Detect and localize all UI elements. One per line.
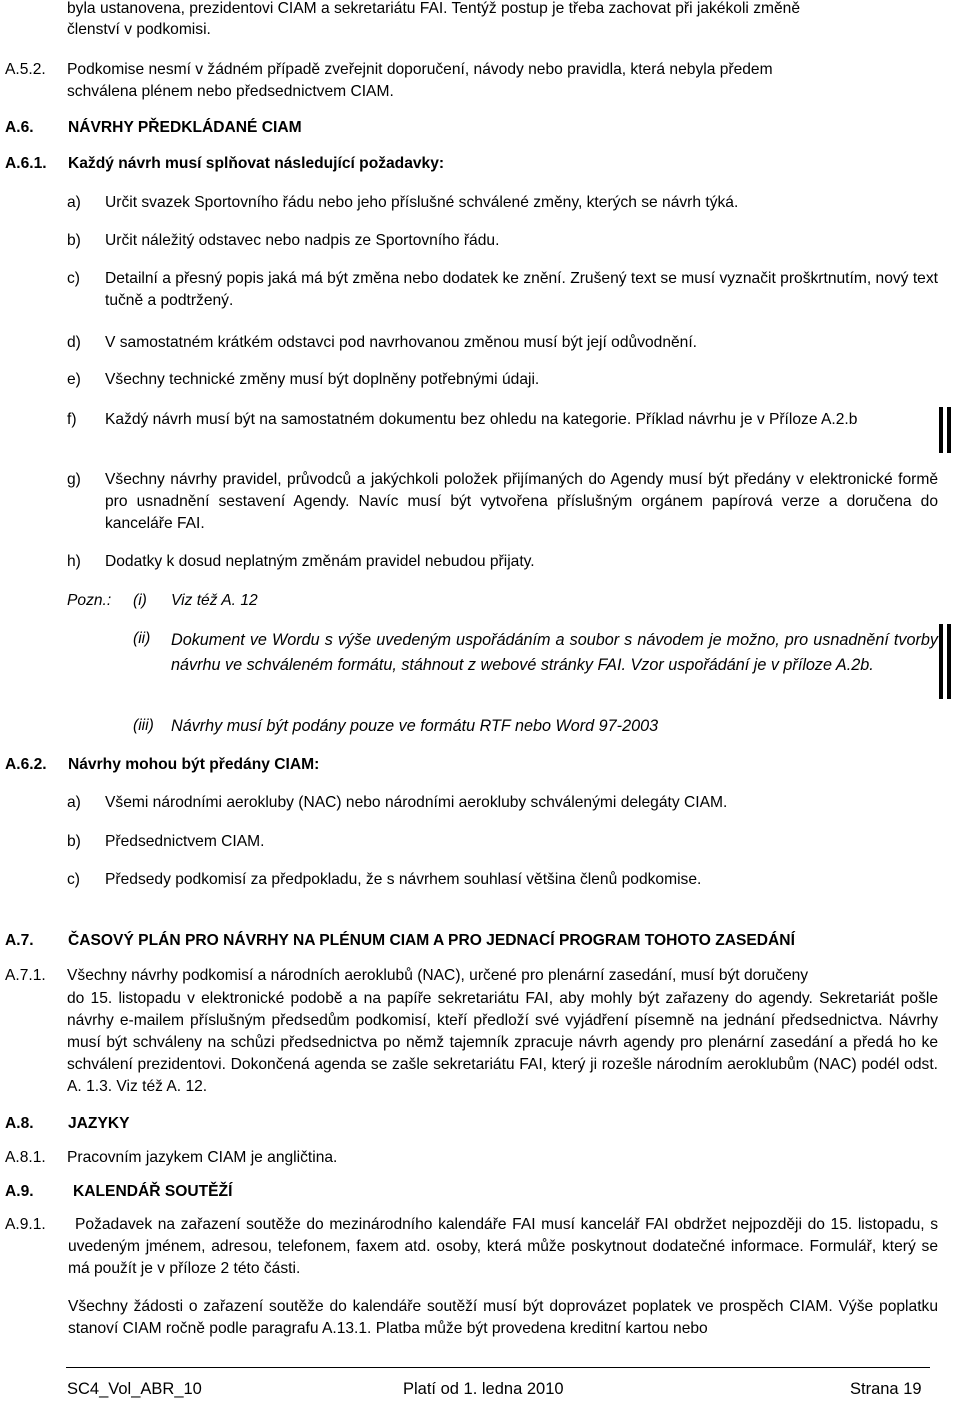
- change-bar: [947, 407, 951, 453]
- list-letter: a): [67, 794, 81, 811]
- list-item-text: Dodatky k dosud neplatným změnám pravidel nebudou přijaty.: [105, 553, 535, 570]
- list-item-text: Všechny technické změny musí být doplněny potřebnými údaji.: [105, 371, 540, 388]
- a91-paragraph: Požadavek na zařazení soutěže do mezinárodního kalendáře FAI musí kancelář FAI obdržet nejpozději do 15. listopadu, s uvedeným jménem, adresou, telefonem, faxem atd. osoby, která může poskytnout dodatečné informace. Formulář, který se má použít je v příloze 2 této části.: [68, 1216, 938, 1277]
- change-bar: [939, 624, 943, 699]
- list-item-text: Detailní a přesný popis jaká má být změna nebo dodatek ke znění. Zrušený text se musí vyznačit proškrtnutím, nový text tučně a podtržený.: [105, 270, 938, 309]
- note-number: (iii): [133, 717, 154, 734]
- note-text: Návrhy musí být podány pouze ve formátu RTF nebo Word 97-2003: [171, 717, 659, 735]
- section-number: A.6.: [5, 119, 34, 136]
- list-item-text: Předsedy podkomisí za předpokladu, že s návrhem souhlasí většina členů podkomise.: [105, 871, 702, 888]
- list-item-text: Určit náležitý odstavec nebo nadpis ze Sportovního řádu.: [105, 232, 500, 249]
- list-letter: d): [67, 334, 81, 351]
- section-heading: NÁVRHY PŘEDKLÁDANÉ CIAM: [68, 119, 302, 136]
- list-item-text: Všechny návrhy pravidel, průvodců a jakýchkoli položek přijímaných do Agendy musí být předány v elektronické formě pro usnadnění sestavení Agendy. Navíc musí být vytvořena příslušným orgánem papírová verze a doručena do kanceláře FAI.: [105, 471, 938, 532]
- section-number: A.9.1.: [5, 1216, 46, 1233]
- list-letter: f): [67, 411, 77, 428]
- list-letter: g): [67, 471, 81, 488]
- list-letter: e): [67, 371, 81, 388]
- subsection-title: Každý návrh musí splňovat následující požadavky:: [68, 155, 445, 172]
- list-item-text: Určit svazek Sportovního řádu nebo jeho příslušné schválené změny, kterých se návrh týká.: [105, 194, 739, 211]
- list-item-text: V samostatném krátkém odstavci pod navrhovanou změnou musí být její odůvodnění.: [105, 334, 698, 351]
- section-number: A.7.: [5, 932, 34, 949]
- note-number: (ii): [133, 630, 151, 647]
- list-item-text: Každý návrh musí být na samostatném dokumentu bez ohledu na kategorie. Příklad návrhu je v Příloze A.2.b: [105, 411, 858, 428]
- list-item-text: Předsednictvem CIAM.: [105, 833, 265, 850]
- a52-line-2: schválena plénem nebo předsednictvem CIAM.: [67, 83, 394, 100]
- section-number: A.6.2.: [5, 756, 47, 773]
- notes-label: Pozn.:: [67, 592, 112, 609]
- a71-paragraph: do 15. listopadu v elektronické podobě a na papíře sekretariátu FAI, aby mohly být zařazeny do agendy. Sekretariát pošle návrhy e-mailem příslušným předsedům podkomisí, kteří předloží své vyjádření písemně na jednání předsednictva. Návrhy musí být schváleny na schůzi předsednictva po němž tajemník zpracuje návrh agendy pro plenární zasedání a předá ho ke schválení prezidentovi. Dokončená agenda se zašle sekretariátu FAI, který ji rozešle národním aeroklubům (NAC) podél odst. A. 1.3. Viz též A. 12.: [67, 990, 938, 1095]
- footer-rule: [66, 1367, 930, 1368]
- section-number: A.8.1.: [5, 1149, 46, 1166]
- list-letter: a): [67, 194, 81, 211]
- section-number: A.9.: [5, 1183, 34, 1200]
- section-heading: ČASOVÝ PLÁN PRO NÁVRHY NA PLÉNUM CIAM A PRO JEDNACÍ PROGRAM TOHOTO ZASEDÁNÍ: [68, 932, 795, 949]
- section-number: A.6.1.: [5, 155, 47, 172]
- change-bar: [939, 407, 943, 453]
- section-number: A.7.1.: [5, 967, 46, 984]
- footer-page-number: Strana 19: [850, 1380, 922, 1398]
- note-text: Dokument ve Wordu s výše uvedeným uspořádáním a soubor s návodem je možno, pro usnadnění tvorby návrhu ve schváleném formátu, stáhnout z webové stránky FAI. Vzor uspořádání je v příloze A.2b.: [171, 631, 938, 674]
- intro-line-1: byla ustanovena, prezidentovi CIAM a sekretariátu FAI. Tentýž postup je třeba zachovat při jakékoli změně: [67, 0, 801, 17]
- note-text: Viz též A. 12: [171, 592, 258, 609]
- list-letter: h): [67, 553, 81, 570]
- a71-first-line: Všechny návrhy podkomisí a národních aeroklubů (NAC), určené pro plenární zasedání, musí být doručeny: [67, 967, 809, 984]
- note-number: (i): [133, 592, 147, 609]
- section-heading: KALENDÁŘ SOUTĚŽÍ: [73, 1183, 233, 1200]
- a91-paragraph-2: Všechny žádosti o zařazení soutěže do kalendáře soutěží musí být doprovázet poplatek ve prospěch CIAM. Výše poplatku stanoví CIAM ročně podle paragrafu A.13.1. Platba může být provedena kreditní kartou nebo: [68, 1298, 938, 1337]
- list-letter: b): [67, 833, 81, 850]
- list-letter: b): [67, 232, 81, 249]
- footer-doc-id: SC4_Vol_ABR_10: [67, 1380, 202, 1398]
- list-item-text: Všemi národními aerokluby (NAC) nebo národními aerokluby schválenými delegáty CIAM.: [105, 794, 728, 811]
- a81-text: Pracovním jazykem CIAM je angličtina.: [67, 1149, 338, 1166]
- change-bar: [947, 624, 951, 699]
- list-letter: c): [67, 270, 80, 287]
- list-letter: c): [67, 871, 80, 888]
- section-number: A.8.: [5, 1115, 34, 1132]
- section-number: A.5.2.: [5, 61, 46, 78]
- a52-line-1: Podkomise nesmí v žádném případě zveřejnit doporučení, návody nebo pravidla, která nebyla předem: [67, 61, 773, 78]
- intro-line-2: členství v podkomisi.: [67, 21, 211, 38]
- section-heading: JAZYKY: [68, 1115, 130, 1132]
- subsection-title: Návrhy mohou být předány CIAM:: [68, 756, 320, 773]
- footer-valid-from: Platí od 1. ledna 2010: [403, 1380, 564, 1398]
